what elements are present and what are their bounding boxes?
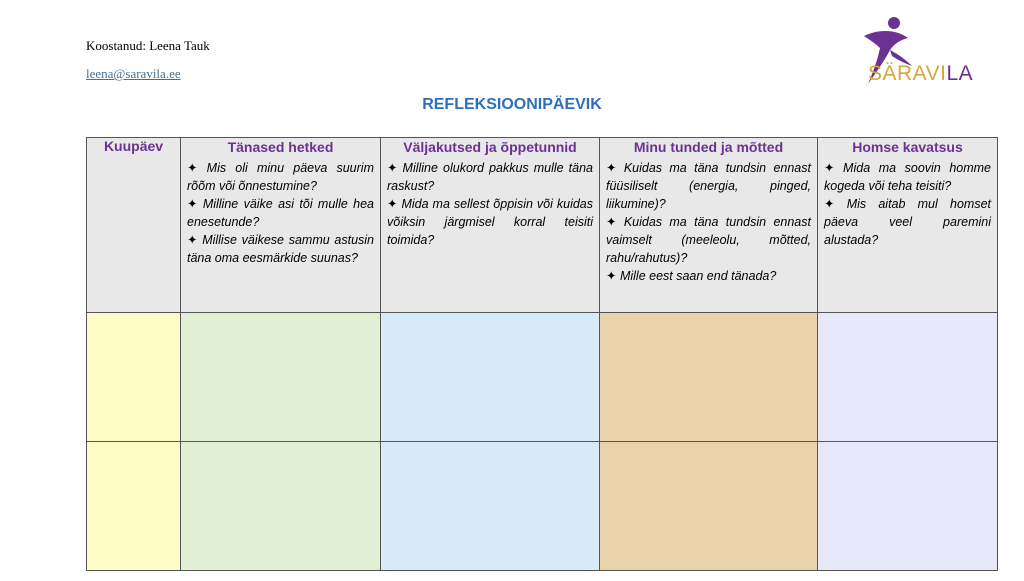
author-line: Koostanud: Leena Tauk <box>86 38 210 53</box>
tomorrow-entry-cell[interactable] <box>818 313 998 442</box>
logo-wordmark <box>868 62 973 86</box>
logo-wordmark-suffix: LA <box>946 62 974 85</box>
feelings-entry-cell[interactable] <box>600 313 818 442</box>
guiding-question: ✦ Kuidas ma täna tundsin ennast vaimselt (meeleolu, mõtted, rahu/rahutus)? <box>600 213 817 267</box>
table-row <box>87 313 998 442</box>
column-header-todays-moments <box>181 138 381 313</box>
column-title: Väljakutsed ja õppetunnid <box>403 139 577 155</box>
feelings-entry-cell[interactable] <box>600 442 818 571</box>
todays-moments-entry-cell[interactable] <box>181 442 381 571</box>
guiding-question: ✦ Mille eest saan end tänada? <box>600 267 817 285</box>
column-header-tomorrow <box>818 138 998 313</box>
guiding-question: ✦ Mis aitab mul homset päeva veel paremini alustada? <box>818 195 997 249</box>
email-link[interactable]: leena@saravila.ee <box>86 66 181 81</box>
guiding-question: ✦ Millise väikese sammu astusin täna oma eesmärkide suunas? <box>181 231 380 267</box>
table-row <box>87 442 998 571</box>
guiding-question: ✦ Mida ma sellest õppisin või kuidas võiksin järgmisel korral teisiti toimida? <box>381 195 599 249</box>
column-title: Tänased hetked <box>227 139 334 155</box>
column-title: Minu tunded ja mõtted <box>633 139 784 155</box>
logo-wordmark-prefix: SÄRAVI <box>868 62 947 85</box>
guiding-question: ✦ Mida ma soovin homme kogeda või teha teisiti? <box>818 159 997 195</box>
guiding-question: ✦ Kuidas ma täna tundsin ennast füüsiliselt (energia, pinged, liikumine)? <box>600 159 817 213</box>
guiding-question: ✦ Milline olukord pakkus mulle täna raskust? <box>381 159 599 195</box>
tomorrow-entry-cell[interactable] <box>818 442 998 571</box>
challenges-entry-cell[interactable] <box>381 442 600 571</box>
column-title: Homse kavatsus <box>852 139 963 155</box>
date-column-header: Kuupäev <box>87 138 181 313</box>
date-entry-cell[interactable] <box>87 442 181 571</box>
challenges-entry-cell[interactable] <box>381 313 600 442</box>
guiding-question: ✦ Mis oli minu päeva suurim rõõm või õnnestumine? <box>181 159 380 195</box>
reflection-table <box>86 137 998 571</box>
page-title: REFLEKSIOONIPÄEVIK <box>422 96 602 113</box>
column-header-feelings <box>600 138 818 313</box>
todays-moments-entry-cell[interactable] <box>181 313 381 442</box>
column-header-challenges <box>381 138 600 313</box>
guiding-question: ✦ Milline väike asi tõi mulle hea enesetunde? <box>181 195 380 231</box>
table-header-row <box>87 138 998 313</box>
date-entry-cell[interactable] <box>87 313 181 442</box>
